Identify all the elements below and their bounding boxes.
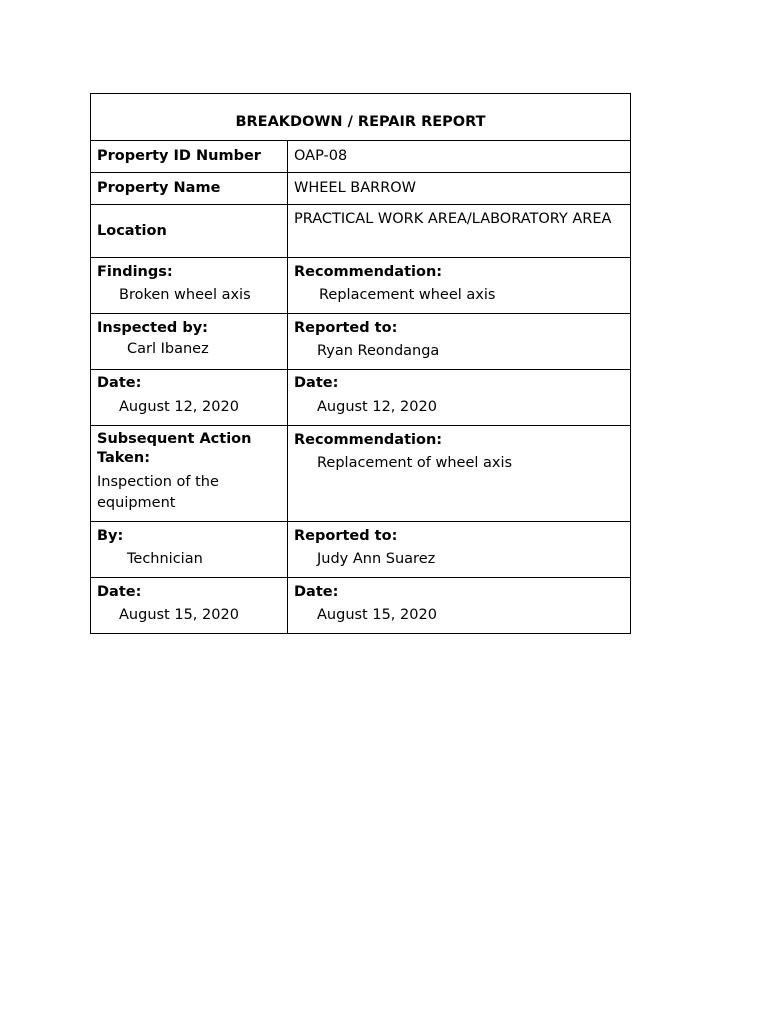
subsequent-action-label: Subsequent Action Taken: <box>97 431 252 466</box>
property-id-value: OAP-08 <box>294 148 348 164</box>
table-row <box>91 205 631 258</box>
property-id-label: Property ID Number <box>97 148 261 164</box>
table-row <box>91 314 631 370</box>
property-name-value: WHEEL BARROW <box>294 180 417 196</box>
by-label: By: <box>97 528 124 544</box>
location-value: PRACTICAL WORK AREA/LABORATORY AREA <box>294 211 612 227</box>
table-row <box>91 426 631 522</box>
repair-report-table <box>90 93 631 634</box>
report-title-cell <box>91 94 631 141</box>
findings-value: Broken wheel axis <box>119 287 251 303</box>
table-row <box>91 173 631 205</box>
recommendation-label: Recommendation: <box>294 264 443 280</box>
reported-to-label: Reported to: <box>294 320 398 336</box>
date-label: Date: <box>294 584 339 600</box>
date-value: August 15, 2020 <box>119 607 239 623</box>
date-label: Date: <box>294 375 339 391</box>
table-row <box>91 370 631 426</box>
table-row <box>91 522 631 578</box>
reported-to-value: Ryan Reondanga <box>317 343 440 359</box>
title-row <box>91 94 631 141</box>
findings-label: Findings: <box>97 264 173 280</box>
location-label: Location <box>97 222 167 239</box>
inspected-by-label: Inspected by: <box>97 320 208 336</box>
reported-to-value: Judy Ann Suarez <box>317 551 436 567</box>
date-label: Date: <box>97 375 142 391</box>
by-value: Technician <box>127 551 203 567</box>
report-title: BREAKDOWN / REPAIR REPORT <box>235 114 486 130</box>
table-row <box>91 578 631 634</box>
property-name-label: Property Name <box>97 180 221 196</box>
inspected-by-value: Carl Ibanez <box>127 341 209 357</box>
date-value: August 12, 2020 <box>317 399 437 415</box>
recommendation-value: Replacement of wheel axis <box>317 455 513 471</box>
recommendation-value: Replacement wheel axis <box>319 287 496 303</box>
table-row <box>91 141 631 173</box>
reported-to-label: Reported to: <box>294 528 398 544</box>
recommendation-label: Recommendation: <box>294 432 443 448</box>
date-value: August 15, 2020 <box>317 607 437 623</box>
date-label: Date: <box>97 584 142 600</box>
subsequent-action-value: Inspection of the equipment <box>97 474 219 511</box>
table-row <box>91 258 631 314</box>
date-value: August 12, 2020 <box>119 399 239 415</box>
